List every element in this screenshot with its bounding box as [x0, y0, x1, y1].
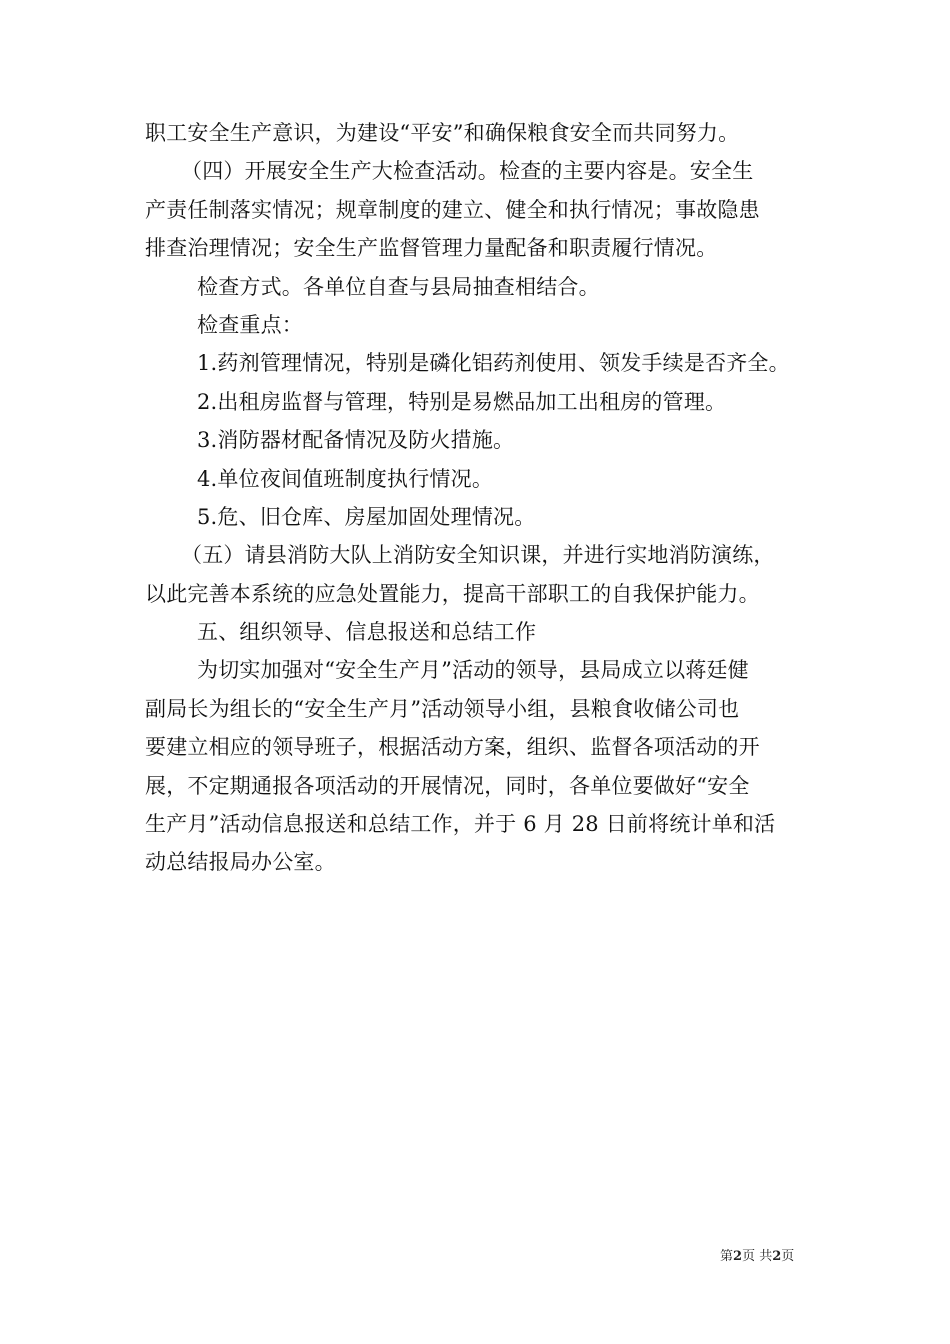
body-line: 产责任制落实情况；规章制度的建立、健全和执行情况；事故隐患 — [145, 197, 760, 222]
body-line: 检查方式。各单位自查与县局抽查相结合。 — [197, 274, 600, 299]
section-heading-four: （四）开展安全生产大检查活动。检查的主要内容是。安全生 — [181, 159, 754, 184]
total-page-number: 2 — [772, 1249, 782, 1264]
body-line: 要建立相应的领导班子，根据活动方案，组织、监督各项活动的开 — [145, 735, 760, 760]
list-item: 2.出租房监督与管理，特别是易燃品加工出租房的管理。 — [197, 389, 727, 414]
document-body — [145, 114, 835, 882]
section-heading-organization: 五、组织领导、信息报送和总结工作 — [197, 620, 537, 645]
page-number-footer — [720, 1249, 794, 1265]
body-line: 副局长为组长的“安全生产月”活动领导小组，县粮食收储公司也 — [145, 696, 740, 721]
body-line: 为切实加强对“安全生产月”活动的领导，县局成立以蒋廷健 — [197, 658, 749, 683]
body-line: 职工安全生产意识，为建设“平安”和确保粮食安全而共同努力。 — [145, 121, 740, 145]
list-item: 3.消防器材配备情况及防火措施。 — [197, 428, 515, 453]
body-line: 排查治理情况；安全生产监督管理力量配备和职责履行情况。 — [145, 236, 718, 261]
footer-suffix: 页 — [781, 1249, 795, 1264]
list-item: 4.单位夜间值班制度执行情况。 — [197, 466, 494, 491]
body-line: 以此完善本系统的应急处置能力，提高干部职工的自我保护能力。 — [145, 581, 760, 606]
footer-middle: 页 共 — [742, 1249, 773, 1264]
list-item: 5.危、旧仓库、房屋加固处理情况。 — [197, 504, 536, 529]
subheading-inspection-focus: 检查重点： — [197, 312, 303, 337]
body-line: 展，不定期通报各项活动的开展情况，同时，各单位要做好“安全 — [145, 773, 750, 798]
list-item: 1.药剂管理情况，特别是磷化铝药剂使用、领发手续是否齐全。 — [197, 351, 790, 376]
body-line: 动总结报局办公室。 — [145, 850, 336, 875]
current-page-number: 2 — [733, 1249, 743, 1264]
section-heading-five: （五）请县消防大队上消防安全知识课，并进行实地消防演练， — [181, 543, 775, 568]
footer-prefix: 第 — [720, 1249, 734, 1264]
body-line: 生产月”活动信息报送和总结工作，并于 6 月 28 日前将统计单和活 — [145, 812, 776, 837]
